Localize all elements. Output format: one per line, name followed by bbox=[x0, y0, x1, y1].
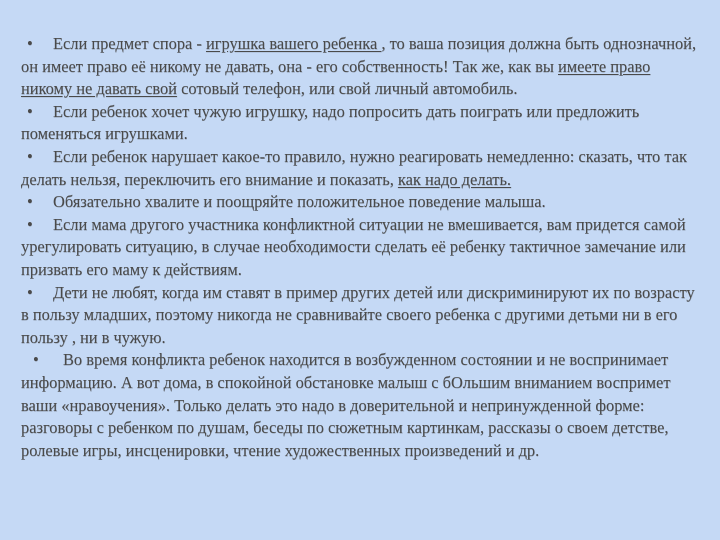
underlined-text: имеете право никому не давать свой bbox=[21, 56, 651, 99]
underlined-text: как надо делать. bbox=[397, 169, 512, 189]
underlined-text: игрушка вашего ребенка bbox=[205, 34, 382, 53]
paragraph-text: Дети не любят, когда им ставят в пример других детей или дискриминируют их по возрасту в пользу младших, поэтому никогда не сравнивайте своего ребенка с другими детьми ни в его пользу , ни в чужую. bbox=[21, 282, 695, 347]
bullet-paragraph-toy-ownership bbox=[21, 33, 698, 101]
bullet-paragraph-other-mother bbox=[21, 214, 698, 282]
bullet-paragraph-other-toy bbox=[21, 101, 698, 146]
bullet-icon: • bbox=[27, 282, 33, 302]
bullet-icon: • bbox=[27, 34, 33, 53]
bullet-paragraph-no-comparison bbox=[21, 282, 698, 350]
bullet-paragraph-at-home bbox=[21, 349, 698, 462]
paragraph-text: Во время конфликта ребенок находится в возбужденном состоянии и не воспринимает информацию. А вот дома, в спокойной обстановке малыш с бОльшим вниманием воспримет ваши «нравоучения». Только делать это надо в доверительной и непринужденной форме: разговоры с ребенком по душам, беседы по сюжетным картинкам, рассказы о своем детстве, ролевые игры, инсценировки, чтение художественных произведений и др. bbox=[21, 350, 671, 460]
paragraph-text: Если предмет спора - bbox=[53, 34, 206, 53]
bullet-icon: • bbox=[33, 350, 39, 370]
paragraph-text: Если мама другого участника конфликтной ситуации не вмешивается, вам придется самой урегулировать ситуацию, в случае необходимости сделать её ребенку тактичное замечание или призвать его маму к действиям. bbox=[21, 214, 686, 279]
bullet-icon: • bbox=[27, 146, 33, 166]
bullet-icon: • bbox=[27, 214, 33, 234]
paragraph-text: Если ребенок нарушает какое-то правило, нужно реагировать немедленно: сказать, что так делать нельзя, переключить его внимание и показать, bbox=[21, 146, 687, 189]
bullet-paragraph-praise bbox=[21, 191, 698, 214]
paragraph-text: сотовый телефон, или свой личный автомобиль. bbox=[176, 79, 518, 99]
bullet-icon: • bbox=[27, 101, 33, 121]
bullet-icon: • bbox=[27, 192, 33, 212]
bullet-paragraph-rule-breaking bbox=[21, 146, 698, 191]
paragraph-text: Обязательно хвалите и поощряйте положительное поведение малыша. bbox=[53, 192, 546, 212]
paragraph-text: , то ваша позиция должна быть однозначной, он имеет право её никому не давать, она - его собственность! Так же, как вы bbox=[21, 34, 697, 76]
paragraph-text: Если ребенок хочет чужую игрушку, надо попросить дать поиграть или предложить поменяться игрушками. bbox=[21, 101, 640, 144]
